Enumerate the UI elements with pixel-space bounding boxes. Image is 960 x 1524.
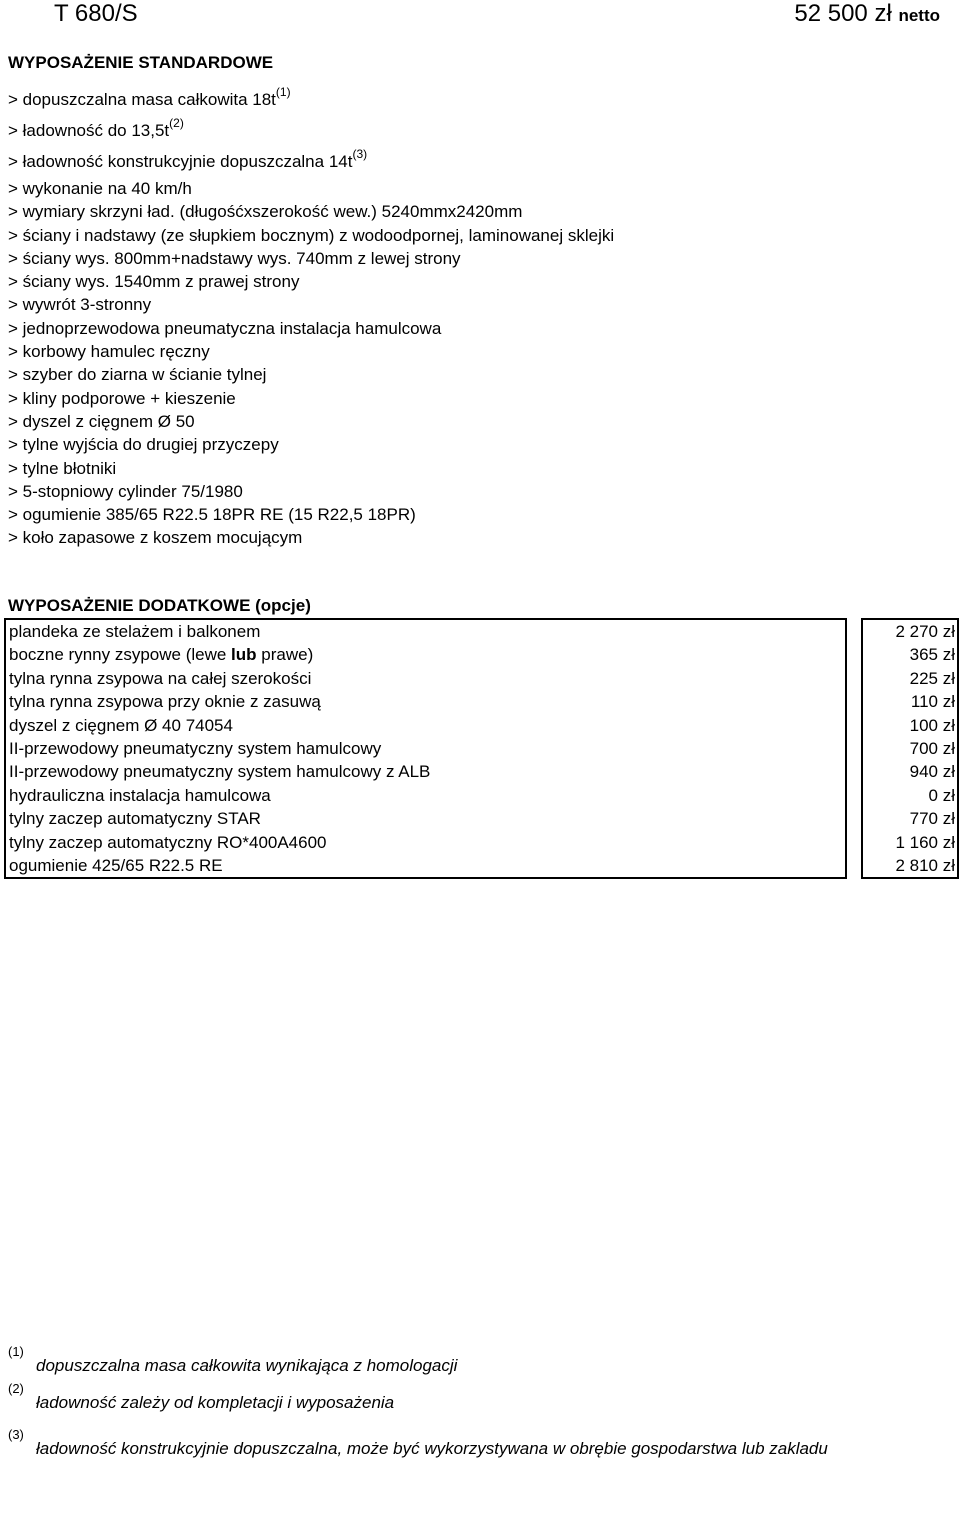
optional-equipment-title: WYPOSAŻENIE DODATKOWE (opcje) xyxy=(8,596,311,615)
option-price: 940 zł xyxy=(862,760,958,783)
footnote-text: ładowność zależy od kompletacji i wyposażenia xyxy=(36,1393,395,1412)
footnote-mark: (1) xyxy=(8,1344,24,1359)
option-price: 2 270 zł xyxy=(862,619,958,643)
list-item: > wywrót 3-stronny xyxy=(8,295,152,315)
footnote-mark: (2) xyxy=(8,1381,24,1396)
standard-equipment-title: WYPOSAŻENIE STANDARDOWE xyxy=(8,53,274,72)
price-value: 52 500 zł xyxy=(794,0,892,27)
list-item: > ściany wys. 1540mm z prawej strony xyxy=(8,272,300,292)
list-item: > ściany wys. 800mm+nadstawy wys. 740mm z lewej strony xyxy=(8,248,461,268)
option-price: 225 zł xyxy=(862,667,958,690)
price-suffix: netto xyxy=(898,6,940,25)
footnote-ref: (1) xyxy=(275,85,291,99)
list-item: > koło zapasowe z koszem mocującym xyxy=(8,528,303,548)
list-item: > ładowność konstrukcyjnie dopuszczalna $14t^{(3)}$ xyxy=(8,147,368,171)
option-name: tylna rynna zsypowa przy oknie z zasuwą xyxy=(5,690,846,713)
option-price: 1 160 zł xyxy=(862,831,958,854)
footnote-mark: (3) xyxy=(8,1427,24,1442)
list-item: > 5-stopniowy cylinder 75/1980 xyxy=(8,481,243,501)
list-item: > dopuszczalna masa całkowita $18t^{(1)}$ xyxy=(8,85,291,109)
table-row xyxy=(5,737,958,760)
list-item: > ogumienie 385/65 R22.5 18PR RE (15 R22,5 18PR) xyxy=(8,505,416,525)
option-name: tylna rynna zsypowa na całej szerokości xyxy=(5,667,846,690)
option-name: tylny zaczep automatyczny STAR xyxy=(5,807,846,830)
option-price: 365 zł xyxy=(862,643,958,666)
table-row xyxy=(5,760,958,783)
option-name: tylny zaczep automatyczny RO*400A4600 xyxy=(5,831,846,854)
list-item: > ładowność do $13,5t^{(2)}$ xyxy=(8,116,184,140)
table-row xyxy=(5,854,958,878)
table-row xyxy=(5,714,958,737)
table-row xyxy=(5,643,958,666)
option-price: 2 810 zł xyxy=(862,854,958,878)
option-price: 0 zł xyxy=(862,784,958,807)
footnote-ref: (2) xyxy=(169,116,184,130)
option-name: plandeka ze stelażem i balkonem xyxy=(5,619,846,643)
optional-equipment-table xyxy=(4,618,959,879)
footnote-ref: (3) xyxy=(352,147,368,161)
table-row xyxy=(5,690,958,713)
option-name: hydrauliczna instalacja hamulcowa xyxy=(5,784,846,807)
option-price: 770 zł xyxy=(862,807,958,830)
table-row xyxy=(5,807,958,830)
table-row xyxy=(5,619,958,643)
footnote-text: ładowność konstrukcyjnie dopuszczalna, może być wykorzystywana w obrębie gospodarstwa lub zakladu xyxy=(36,1439,828,1458)
option-price: 110 zł xyxy=(862,690,958,713)
list-item: > dyszel z cięgnem Ø 50 xyxy=(8,411,195,431)
list-item: > wymiary skrzyni ład. (długośćxszerokość wew.) 5240mmx2420mm xyxy=(8,202,523,222)
option-name: dyszel z cięgnem Ø 40 74054 xyxy=(5,714,846,737)
list-item: > korbowy hamulec ręczny xyxy=(8,342,210,362)
list-item: > kliny podporowe + kieszenie xyxy=(8,388,236,408)
list-item: > tylne wyjścia do drugiej przyczepy xyxy=(8,435,279,455)
list-item: > wykonanie na 40 km/h xyxy=(8,179,192,198)
table-row xyxy=(5,667,958,690)
list-item: > jednoprzewodowa pneumatyczna instalacja hamulcowa xyxy=(8,318,442,338)
option-name: II-przewodowy pneumatyczny system hamulcowy xyxy=(5,737,846,760)
option-name: ogumienie 425/65 R22.5 RE xyxy=(5,854,846,878)
option-price: 700 zł xyxy=(862,737,958,760)
table-row xyxy=(5,831,958,854)
price xyxy=(794,0,940,30)
standard-equipment-list xyxy=(8,84,614,550)
list-item: > ściany i nadstawy (ze słupkiem bocznym) z wodoodpornej, laminowanej sklejki xyxy=(8,225,615,245)
list-item: > tylne błotniki xyxy=(8,458,117,478)
footnote-text: dopuszczalna masa całkowita wynikająca z homologacji xyxy=(36,1356,458,1375)
table-row xyxy=(5,784,958,807)
option-name: boczne rynny zsypowe (lewe lub prawe) xyxy=(5,643,846,666)
option-name: II-przewodowy pneumatyczny system hamulcowy z ALB xyxy=(5,760,846,783)
list-item: > szyber do ziarna w ścianie tylnej xyxy=(8,365,267,385)
option-price: 100 zł xyxy=(862,714,958,737)
model-title: T 680/S xyxy=(54,0,138,27)
